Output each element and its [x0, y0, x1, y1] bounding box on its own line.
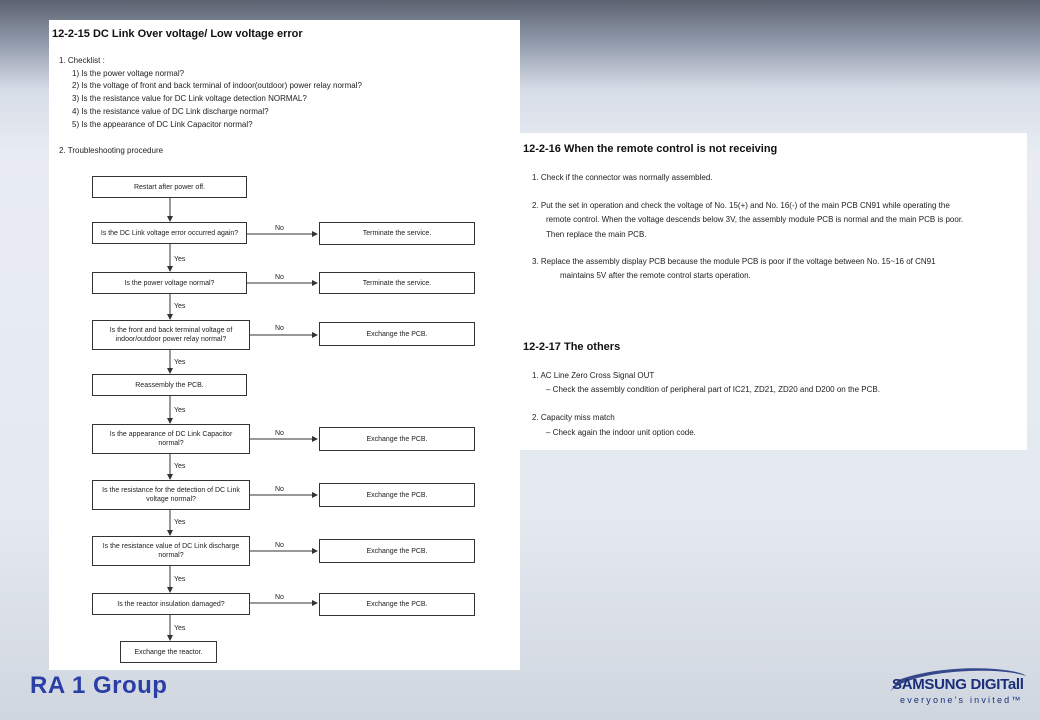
- others-item-1-detail: – Check the assembly condition of peripheral part of IC21, ZD21, ZD20 and D200 on the PCB.: [546, 385, 880, 394]
- others-item-1: 1. AC Line Zero Cross Signal OUT: [532, 371, 655, 380]
- flow-action-exchange-pcb: Exchange the PCB.: [319, 593, 475, 616]
- flow-step-reassemble: Reassembly the PCB.: [92, 374, 247, 396]
- yes-label: Yes: [174, 463, 186, 470]
- yes-label: Yes: [174, 625, 186, 632]
- yes-label: Yes: [174, 256, 186, 263]
- yes-label: Yes: [174, 407, 186, 414]
- remote-item-2: 2. Put the set in operation and check the voltage of No. 15(+) and No. 16(-) of the main PCB CN91 while operating the: [532, 201, 950, 210]
- checklist-item: 3) Is the resistance value for DC Link voltage detection NORMAL?: [72, 94, 307, 103]
- left-manual-page: [49, 20, 520, 670]
- remote-item-2-cont: Then replace the main PCB.: [546, 230, 647, 239]
- procedure-heading: 2. Troubleshooting procedure: [59, 146, 164, 155]
- flow-question-reactor-insulation: Is the reactor insulation damaged?: [92, 593, 250, 615]
- no-label: No: [275, 542, 284, 549]
- others-item-2-detail: – Check again the indoor unit option code.: [546, 428, 696, 437]
- yes-label: Yes: [174, 303, 186, 310]
- flow-action-exchange-pcb: Exchange the PCB.: [319, 427, 475, 451]
- flow-question-relay-voltage: Is the front and back terminal voltage of indoor/outdoor power relay normal?: [92, 320, 250, 350]
- no-label: No: [275, 430, 284, 437]
- samsung-logo: [888, 664, 1028, 710]
- remote-item-2-cont: remote control. When the voltage descends below 3V, the assembly module PCB is normal and the main PCB is poor.: [546, 215, 964, 224]
- remote-item-3-cont: maintains 5V after the remote control starts operation.: [560, 271, 751, 280]
- no-label: No: [275, 486, 284, 493]
- checklist-item: 4) Is the resistance value of DC Link discharge normal?: [72, 107, 269, 116]
- flow-action-exchange-pcb: Exchange the PCB.: [319, 483, 475, 507]
- flow-question-discharge-resistance: Is the resistance value of DC Link discharge normal?: [92, 536, 250, 566]
- section-title-dc-link: 12-2-15 DC Link Over voltage/ Low voltage error: [52, 28, 303, 40]
- no-label: No: [275, 225, 284, 232]
- yes-label: Yes: [174, 576, 186, 583]
- remote-item-1: 1. Check if the connector was normally assembled.: [532, 173, 713, 182]
- flow-action-exchange-pcb: Exchange the PCB.: [319, 322, 475, 346]
- flow-question-detection-resistance: Is the resistance for the detection of DC Link voltage normal?: [92, 480, 250, 510]
- no-label: No: [275, 325, 284, 332]
- right-manual-page: [520, 133, 1027, 450]
- others-item-2: 2. Capacity miss match: [532, 413, 615, 422]
- flow-action-exchange-pcb: Exchange the PCB.: [319, 539, 475, 563]
- logo-wordmark: SAMSUNG DIGITall: [892, 676, 1024, 693]
- remote-item-3: 3. Replace the assembly display PCB because the module PCB is poor if the voltage between No. 15~16 of CN91: [532, 257, 936, 266]
- logo-tagline: everyone's invited™: [900, 695, 1023, 705]
- checklist-item: 1) Is the power voltage normal?: [72, 69, 185, 78]
- yes-label: Yes: [174, 359, 186, 366]
- flow-step-exchange-reactor: Exchange the reactor.: [120, 641, 217, 663]
- section-title-remote-control: 12-2-16 When the remote control is not receiving: [523, 143, 778, 155]
- checklist-item: 2) Is the voltage of front and back terminal of indoor(outdoor) power relay normal?: [72, 81, 362, 90]
- flow-action-terminate: Terminate the service.: [319, 222, 475, 245]
- checklist-item: 5) Is the appearance of DC Link Capacitor normal?: [72, 120, 253, 129]
- section-title-others: 12-2-17 The others: [523, 341, 621, 353]
- yes-label: Yes: [174, 519, 186, 526]
- flow-step-restart: Restart after power off.: [92, 176, 247, 198]
- group-label: RA 1 Group: [30, 672, 168, 699]
- flow-action-terminate: Terminate the service.: [319, 272, 475, 294]
- checklist-heading: 1. Checklist :: [59, 56, 105, 65]
- no-label: No: [275, 274, 284, 281]
- flow-question-error-again: Is the DC Link voltage error occurred again?: [92, 222, 247, 244]
- no-label: No: [275, 594, 284, 601]
- flow-question-capacitor: Is the appearance of DC Link Capacitor normal?: [92, 424, 250, 454]
- flow-question-power-voltage: Is the power voltage normal?: [92, 272, 247, 294]
